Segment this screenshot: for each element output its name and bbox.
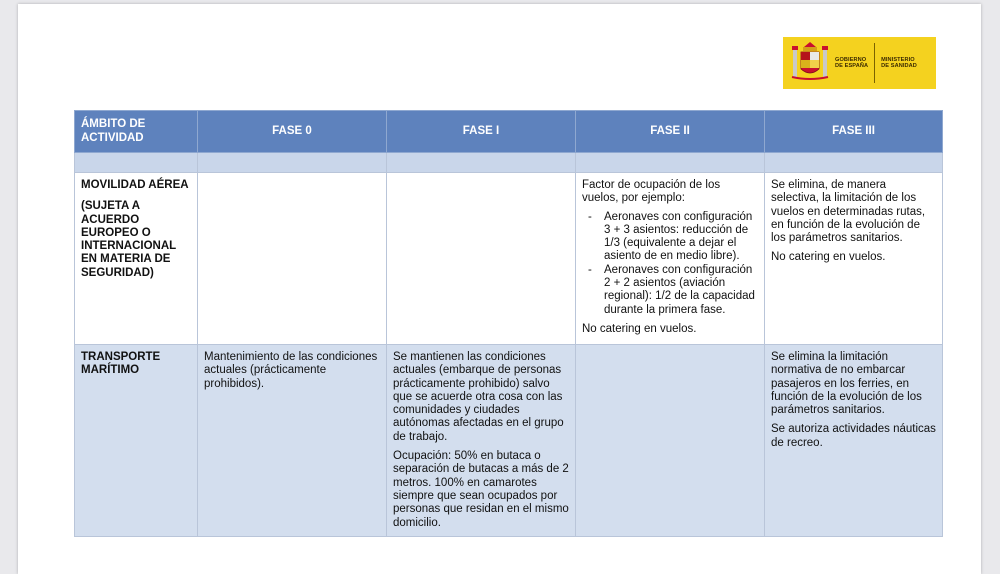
- logo-divider: [874, 43, 875, 83]
- list-item: - Aeronaves con configuración 2 + 2 asientos (aviación regional): 1/2 de la capacidad durante la primera fase.: [604, 264, 758, 317]
- fase-0-cell: Mantenimiento de las condiciones actuales (prácticamente prohibidos).: [198, 345, 387, 537]
- fase-3-paragraph: No catering en vuelos.: [771, 251, 886, 264]
- ambito-cell: [75, 345, 198, 537]
- ambito-note: (SUJETA A ACUERDO EUROPEO O INTERNACIONAL EN MATERIA DE SEGURIDAD): [81, 200, 176, 279]
- header-fase-2: FASE II: [576, 111, 765, 153]
- fase-2-cell: [576, 345, 765, 537]
- fase-1-paragraph: Ocupación: 50% en butaca o separación de butacas a más de 2 metros. 100% en camarotes siempre que sean ocupados por personas que residan en el mismo domicilio.: [393, 450, 569, 529]
- ambito-title: TRANSPORTE MARÍTIMO: [81, 351, 161, 377]
- spacer-row: [75, 153, 943, 173]
- fase-3-paragraph: Se elimina, de manera selectiva, la limitación de los vuelos en determinadas rutas, en función de la evolución de los parámetros sanitarios.: [771, 179, 926, 245]
- fase-2-list: [582, 211, 758, 317]
- logo-text-ministerio: MINISTERIO DE SANIDAD: [881, 56, 917, 69]
- fase-1-cell: [387, 345, 576, 537]
- ambito-cell: [75, 173, 198, 345]
- fase-2-outro: No catering en vuelos.: [582, 322, 697, 335]
- ambito-title: MOVILIDAD AÉREA: [81, 179, 189, 191]
- header-ambito: ÁMBITO DE ACTIVIDAD: [75, 111, 198, 153]
- fase-1-cell: [387, 173, 576, 345]
- fase-2-cell: [576, 173, 765, 345]
- phases-table: [74, 110, 943, 537]
- fase-3-paragraph: Se autoriza actividades náuticas de recreo.: [771, 423, 936, 449]
- table-header-row: [75, 111, 943, 153]
- fase-2-intro: Factor de ocupación de los vuelos, por ejemplo:: [582, 179, 721, 205]
- coat-of-arms-icon: [790, 41, 830, 85]
- logo-text-gobierno: GOBIERNO DE ESPAÑA: [835, 56, 869, 69]
- document-page: [18, 4, 981, 574]
- table-row: [75, 173, 943, 345]
- header-fase-3: FASE III: [765, 111, 943, 153]
- fase-3-paragraph: Se elimina la limitación normativa de no embarcar pasajeros en los ferries, en función de la evolución de los parámetros sanitarios.: [771, 351, 922, 417]
- table-row: [75, 345, 943, 537]
- list-item: - Aeronaves con configuración 3 + 3 asientos: reducción de 1/3 (equivalente a dejar el asiento de en medio libre).: [604, 211, 758, 264]
- fase-3-cell: [765, 173, 943, 345]
- government-logo: [783, 37, 936, 89]
- fase-1-paragraph: Se mantienen las condiciones actuales (embarque de personas prácticamente prohibido) salvo que se acuerde otra cosa con las comunidades y ciudades autónomas afectadas en el grupo de trabajo.: [393, 351, 564, 443]
- header-fase-1: FASE I: [387, 111, 576, 153]
- fase-0-cell: [198, 173, 387, 345]
- header-fase-0: FASE 0: [198, 111, 387, 153]
- fase-3-cell: [765, 345, 943, 537]
